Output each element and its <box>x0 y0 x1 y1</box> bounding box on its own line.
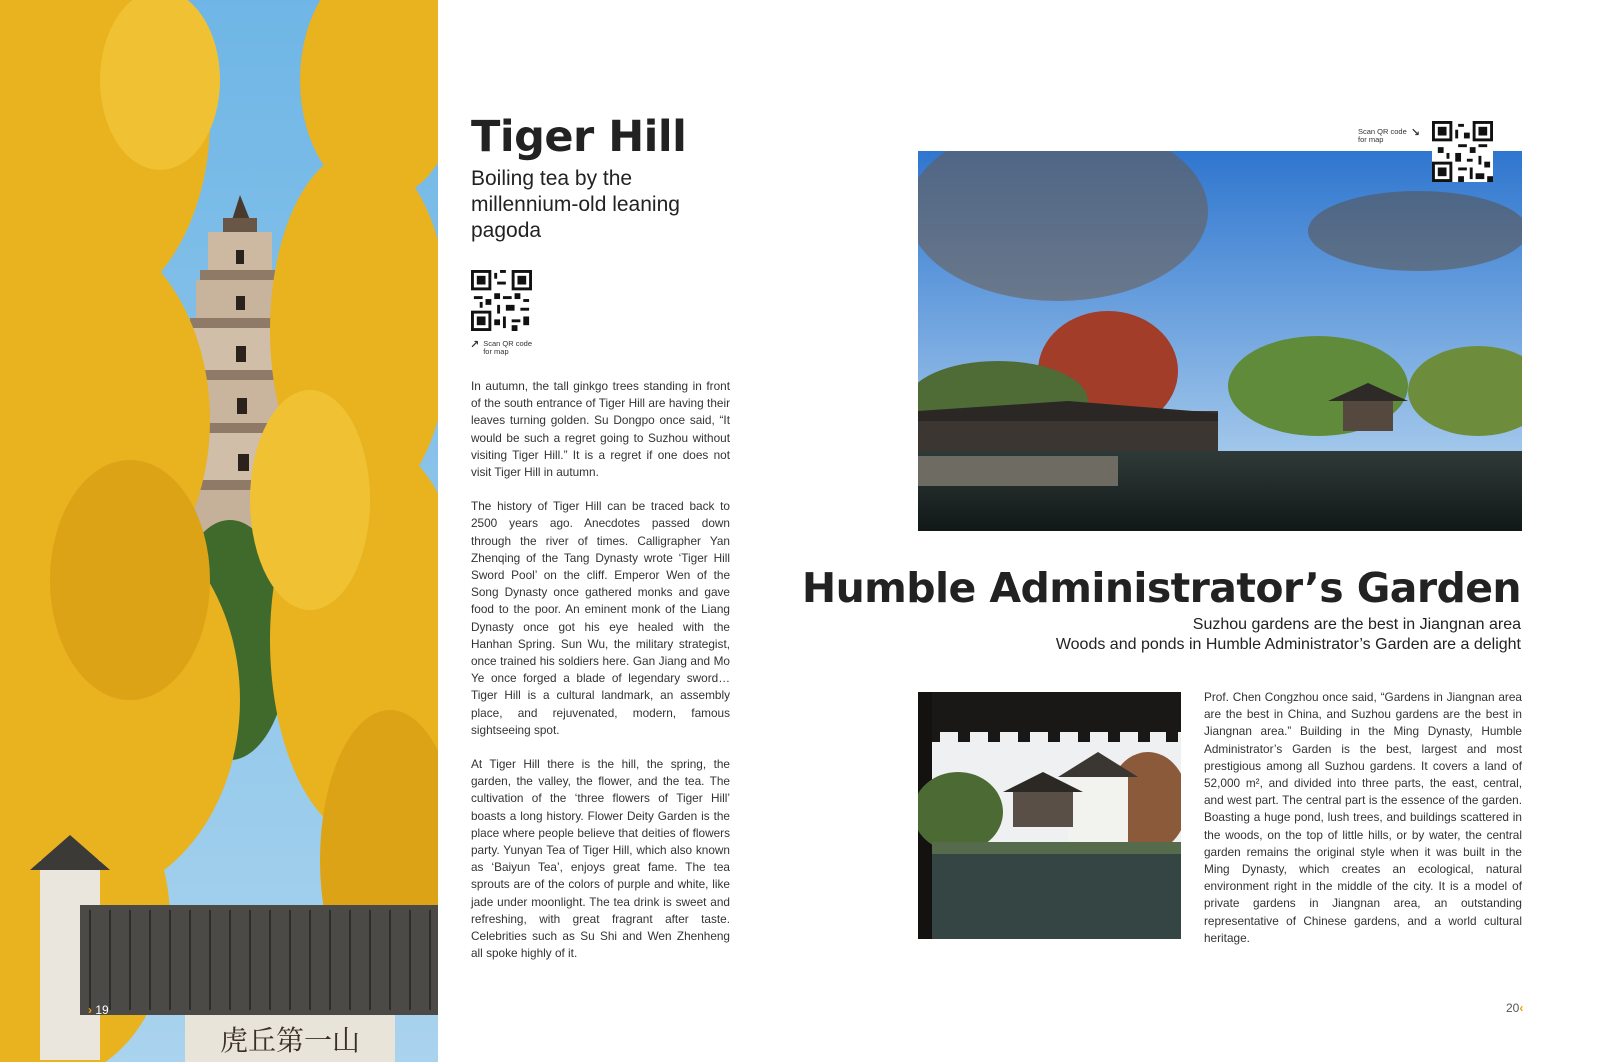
page-number-right-text: 20 <box>1506 1001 1520 1015</box>
page-number-left <box>88 1003 109 1017</box>
humble-garden-pavilion-photo <box>918 692 1181 939</box>
tiger-hill-qr-code[interactable] <box>471 270 532 336</box>
humble-garden-body <box>1204 689 1522 947</box>
tiger-hill-qr-caption <box>470 340 532 356</box>
garden-qr-caption <box>1358 128 1420 144</box>
gate-sign-text: 虎丘第一山 <box>219 1024 361 1057</box>
qr-caption-line2-right: for map <box>1358 135 1384 144</box>
tiger-hill-title: Tiger Hill <box>471 112 687 162</box>
page-number-right <box>1506 1001 1523 1015</box>
humble-garden-subtitle <box>1056 615 1521 655</box>
qr-caption-line2: for map <box>483 347 509 356</box>
tiger-hill-body <box>471 378 730 980</box>
humble-garden-paragraph: Prof. Chen Congzhou once said, “Gardens in Jiangnan area are the best in China, and Suzhou gardens are the best in Jiangnan area.” Building in the Ming Dynasty, Humble Administrator’s Garden is the best, largest and most prestigious among all Suzhou gardens. It covers a land of 52,000 m², and divided into three parts, the east, central, and west part. The central part is the essence of the garden. Boasting a huge pond, lush trees, and buildings scattered in the woods, on the top of little hills, or by water, the central garden remains the original style when it was built in the Ming Dynasty, which creates an ecological, natural environment right in the middle of the city. It is a model of private gardens in Jiangnan area, an outstanding representative of Chinese gardens, and a world cultural heritage. <box>1204 690 1522 945</box>
qr-caption-line1: Scan QR code <box>483 339 532 348</box>
garden-qr-code[interactable] <box>1432 121 1493 187</box>
tiger-hill-paragraph-2: The history of Tiger Hill can be traced back to 2500 years ago. Anecdotes passed down through the river of times. Calligrapher Yan Zhenqing of the Tang Dynasty wrote ‘Tiger Hill Sword Pool’ on the cliff. Emperor Wen of the Song Dynasty once gathered monks and gave food to the poor. An eminent monk of the Liang Dynasty once got his eye healed with the Hanhan Spring. Sun Wu, the military strategist, once trained his soldiers here. Gan Jiang and Mo Ye once forged a blade of legendary sword… Tiger Hill is a cultural landmark, an assembly place, and rejuvenated, modern, famous sightseeing spot. <box>471 499 730 737</box>
tiger-hill-paragraph-3: At Tiger Hill there is the hill, the spring, the garden, the valley, the flower, and the tea. The cultivation of the ‘three flowers of Tiger Hill’ boasts a long history. Flower Deity Garden is the place where people believe that deities of flowers party. Yunyan Tea of Tiger Hill, which also known as ‘Baiyun Tea’, enjoys great fame. The tea sprouts are of the colors of purple and white, like jade under moonlight. The tea drink is sweet and refreshing, with great fragrant after taste. Celebrities such as Su Shi and Wen Zhenheng all spoke highly of it. <box>471 757 730 961</box>
humble-garden-title: Humble Administrator’s Garden <box>801 564 1521 612</box>
humble-garden-subtitle-line1: Suzhou gardens are the best in Jiangnan area <box>1192 616 1521 633</box>
tiger-hill-paragraph-1: In autumn, the tall ginkgo trees standing in front of the south entrance of Tiger Hill are having their leaves turning golden. Su Dongpo once said, “It would be such a regret going to Suzhou without visiting Tiger Hill.” It is a regret if one does not visit Tiger Hill in autumn. <box>471 379 730 480</box>
page-number-left-text: 19 <box>95 1003 109 1017</box>
humble-garden-subtitle-line2: Woods and ponds in Humble Administrator’s Garden are a delight <box>1055 636 1521 653</box>
page-chevron-icon: ‹ <box>1519 1001 1524 1015</box>
page-chevron-icon: › <box>88 1003 92 1017</box>
arrow-up-right-icon: ↗ <box>470 339 480 351</box>
humble-garden-main-photo <box>918 151 1522 531</box>
qr-caption-line1-right: Scan QR code <box>1358 127 1407 136</box>
tiger-hill-subtitle: Boiling tea by the millennium-old leaning pagoda <box>471 167 680 242</box>
arrow-down-right-icon: ↘ <box>1410 127 1420 139</box>
tiger-hill-photo <box>0 0 438 1062</box>
